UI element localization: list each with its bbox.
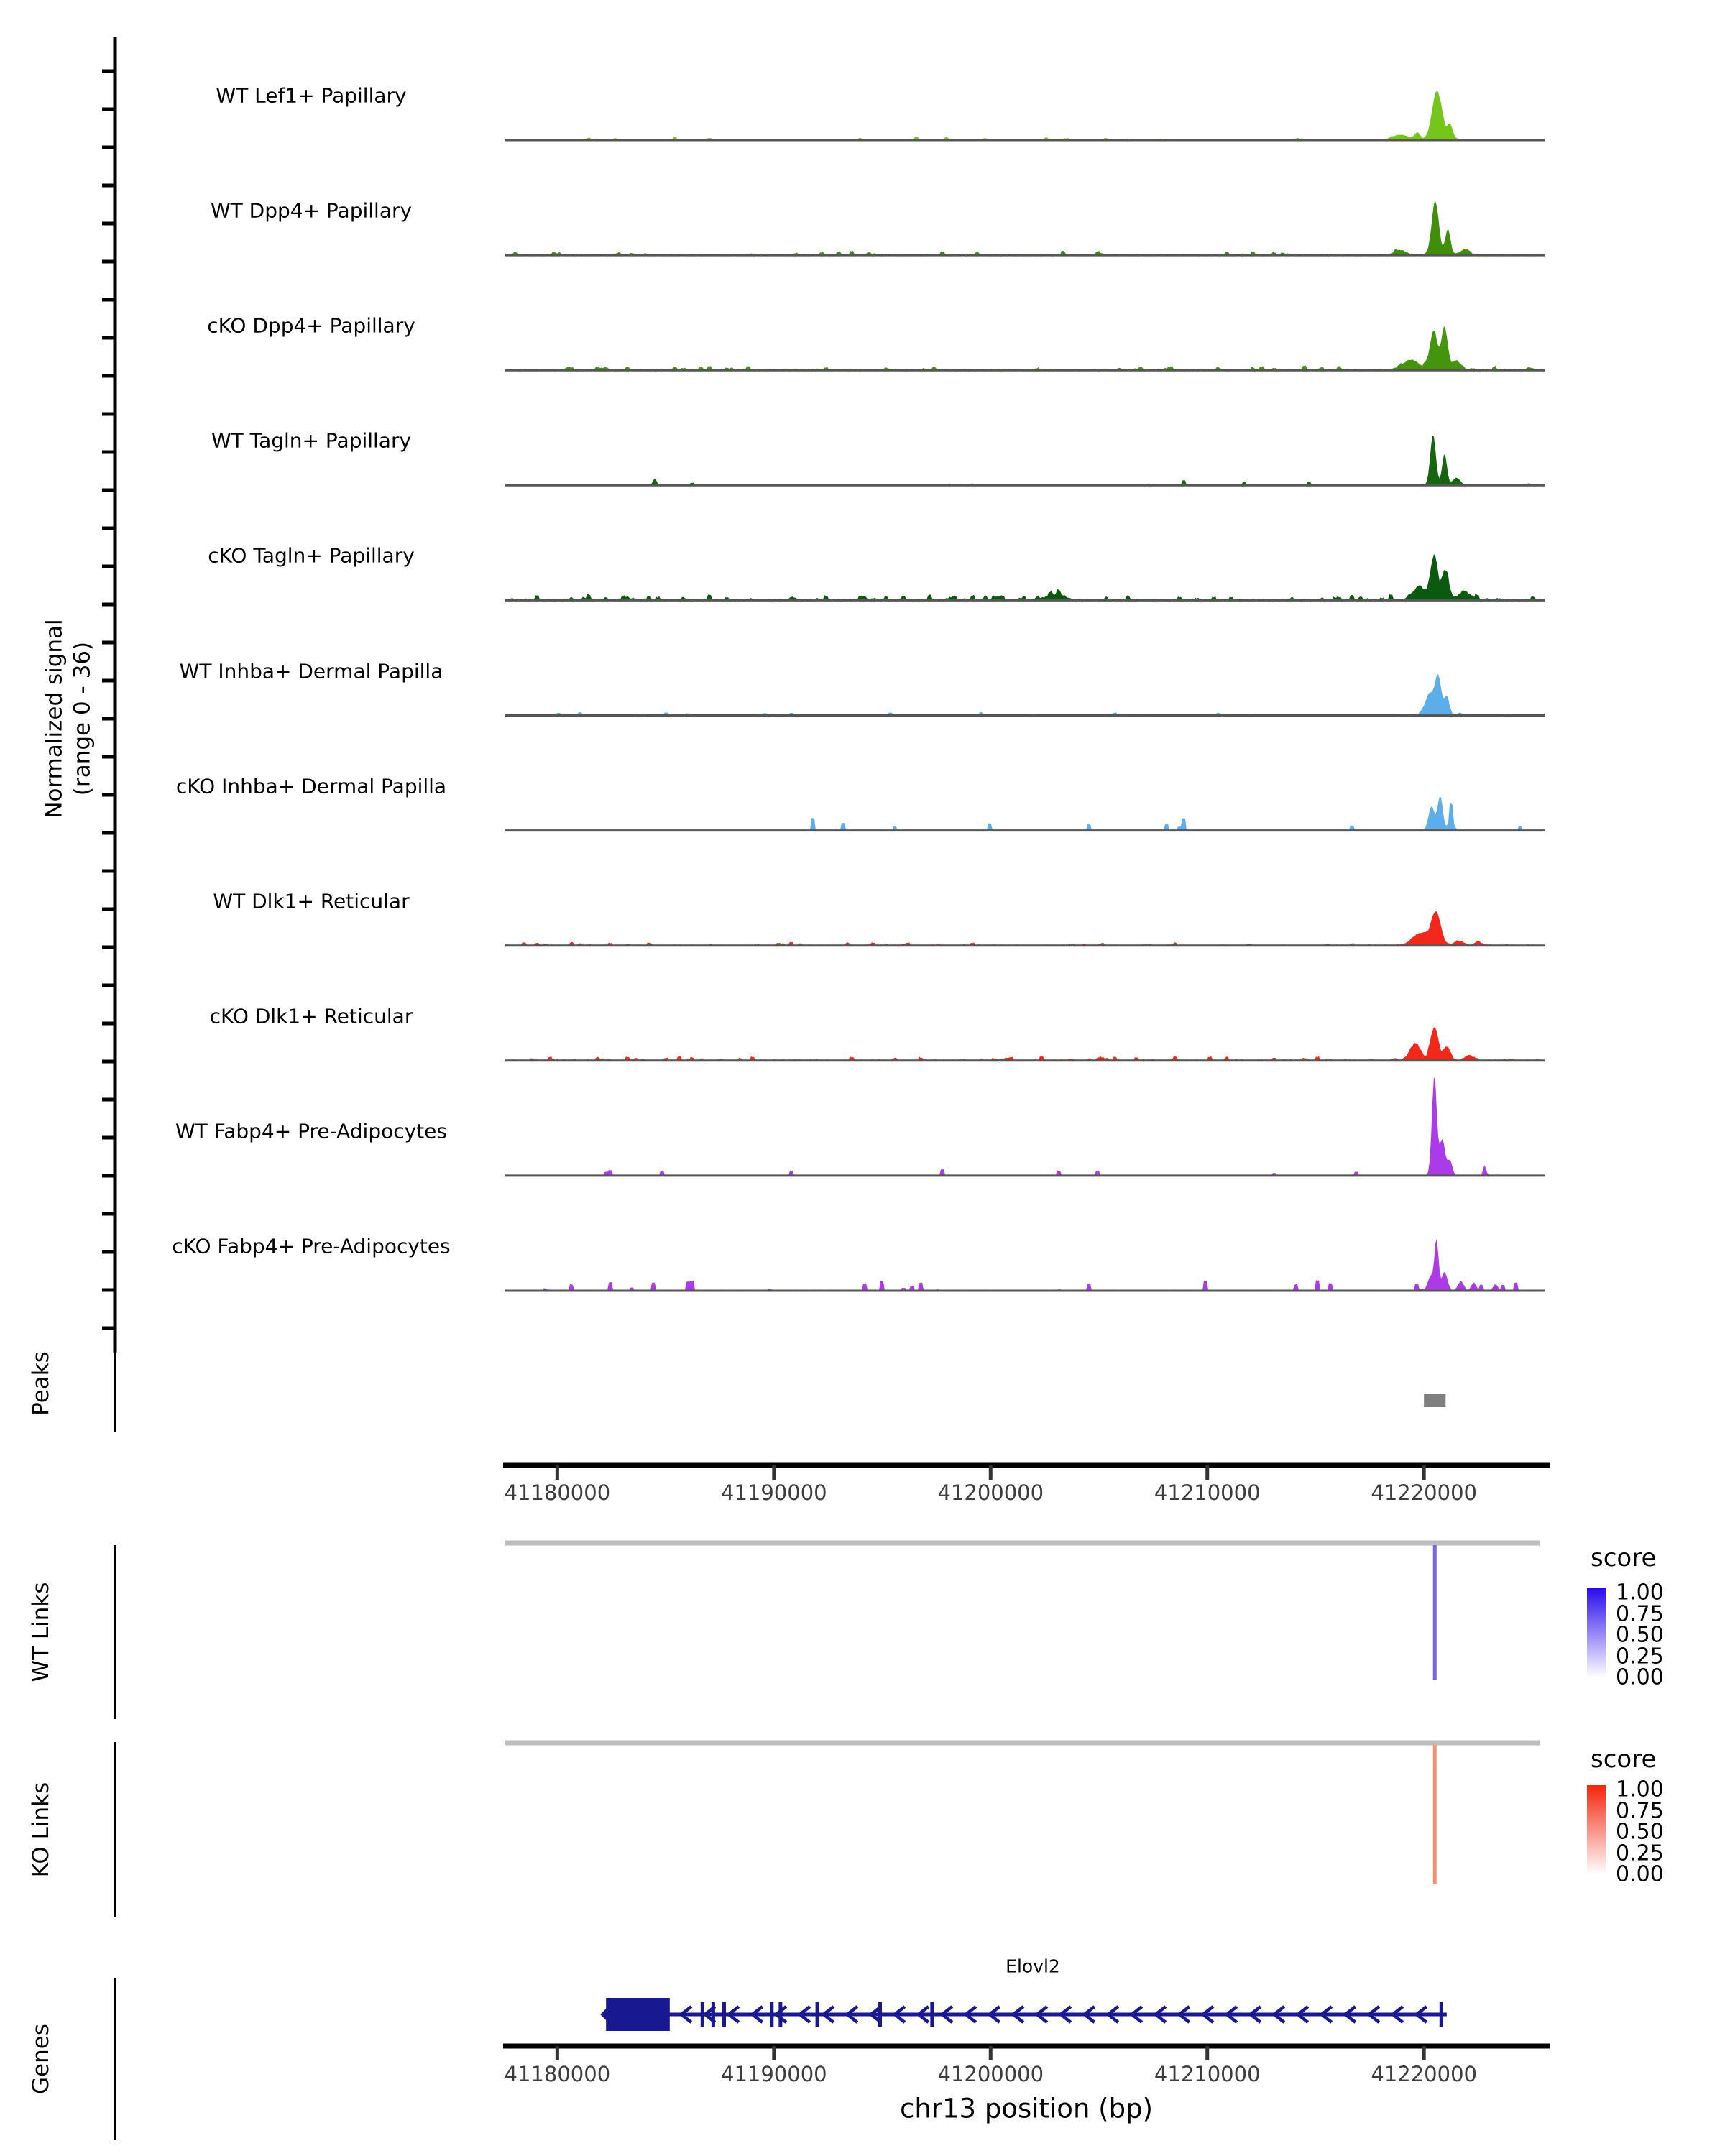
x-tick-label: 41200000	[937, 1480, 1044, 1505]
gene-start-arrow	[600, 2006, 609, 2023]
legend-tick-label: 0.00	[1616, 1861, 1664, 1887]
x-tick-label: 41200000	[937, 2062, 1044, 2086]
peaks-section-label: Peaks	[28, 1351, 54, 1416]
gene-exon-tick	[1440, 2002, 1443, 2027]
legend-tick-label: 1.00	[1616, 1777, 1664, 1802]
gene-name-label: Elovl2	[1006, 1955, 1060, 1977]
y-axis-title-line1: Normalized signal	[41, 619, 68, 819]
legend-tick-label: 0.25	[1616, 1841, 1664, 1866]
legend-tick-label: 0.50	[1616, 1622, 1664, 1648]
gene-exon-tick	[770, 2002, 773, 2027]
x-tick-label: 41190000	[720, 2062, 827, 2086]
x-tick-label: 41220000	[1371, 2062, 1477, 2086]
coverage-area	[505, 91, 1545, 140]
track-label: WT Lef1+ Papillary	[216, 83, 407, 108]
track-label: WT Dlk1+ Reticular	[213, 889, 410, 913]
x-axis-title: chr13 position (bp)	[899, 2093, 1154, 2124]
legend-tick-label: 0.75	[1616, 1601, 1664, 1626]
track-label: cKO Dpp4+ Papillary	[207, 313, 415, 338]
coverage-area	[505, 554, 1545, 601]
track-label: WT Tagln+ Papillary	[211, 428, 412, 453]
gene-exon-tick	[778, 2002, 782, 2027]
track-label: cKO Fabp4+ Pre-Adipocytes	[172, 1234, 451, 1258]
legend-tick-label: 1.00	[1616, 1580, 1664, 1606]
legend-tick-label: 0.00	[1616, 1664, 1664, 1690]
links-section-label: WT Links	[28, 1582, 54, 1682]
coverage-area	[505, 1077, 1545, 1176]
coverage-area	[505, 911, 1545, 946]
y-axis-title	[40, 619, 96, 818]
links-section-label: KO Links	[28, 1782, 54, 1878]
gene-exon-tick	[816, 2002, 819, 2027]
genes-section-label: Genes	[28, 2024, 54, 2094]
x-tick-label: 41190000	[720, 1480, 827, 1505]
gene-exon-box	[606, 1998, 670, 2031]
track-label: WT Inhba+ Dermal Papilla	[179, 659, 443, 683]
x-tick-label: 41180000	[504, 1480, 611, 1505]
legend-gradient-bar	[1587, 1785, 1606, 1874]
track-label: WT Dpp4+ Papillary	[210, 198, 413, 223]
y-axis-title-line2: (range 0 - 36)	[69, 641, 95, 796]
coverage-area	[505, 1027, 1545, 1061]
gene-exon-tick	[930, 2002, 934, 2027]
peak-region-box	[1424, 1394, 1445, 1407]
coverage-area	[505, 674, 1545, 715]
x-tick-label: 41210000	[1154, 1480, 1261, 1505]
legend-gradient-bar	[1587, 1588, 1606, 1677]
coverage-area	[505, 436, 1545, 486]
coverage-area	[505, 201, 1545, 256]
legend-score-title: score	[1591, 1745, 1657, 1774]
legend-score-title: score	[1591, 1544, 1657, 1572]
legend-tick-label: 0.25	[1616, 1644, 1664, 1669]
coverage-area	[505, 326, 1545, 370]
coverage-area	[505, 796, 1545, 831]
x-tick-label: 41180000	[504, 2062, 611, 2086]
legend-tick-label: 0.50	[1616, 1819, 1664, 1845]
track-label: cKO Inhba+ Dermal Papilla	[175, 774, 447, 798]
track-label: cKO Dlk1+ Reticular	[209, 1004, 413, 1028]
gene-exon-tick	[722, 2002, 726, 2027]
x-tick-label: 41220000	[1371, 1480, 1477, 1505]
legend-tick-label: 0.75	[1616, 1798, 1664, 1823]
track-label: WT Fabp4+ Pre-Adipocytes	[175, 1119, 447, 1143]
track-label: cKO Tagln+ Papillary	[208, 543, 415, 568]
coverage-area	[505, 1238, 1545, 1291]
x-tick-label: 41210000	[1154, 2062, 1261, 2086]
